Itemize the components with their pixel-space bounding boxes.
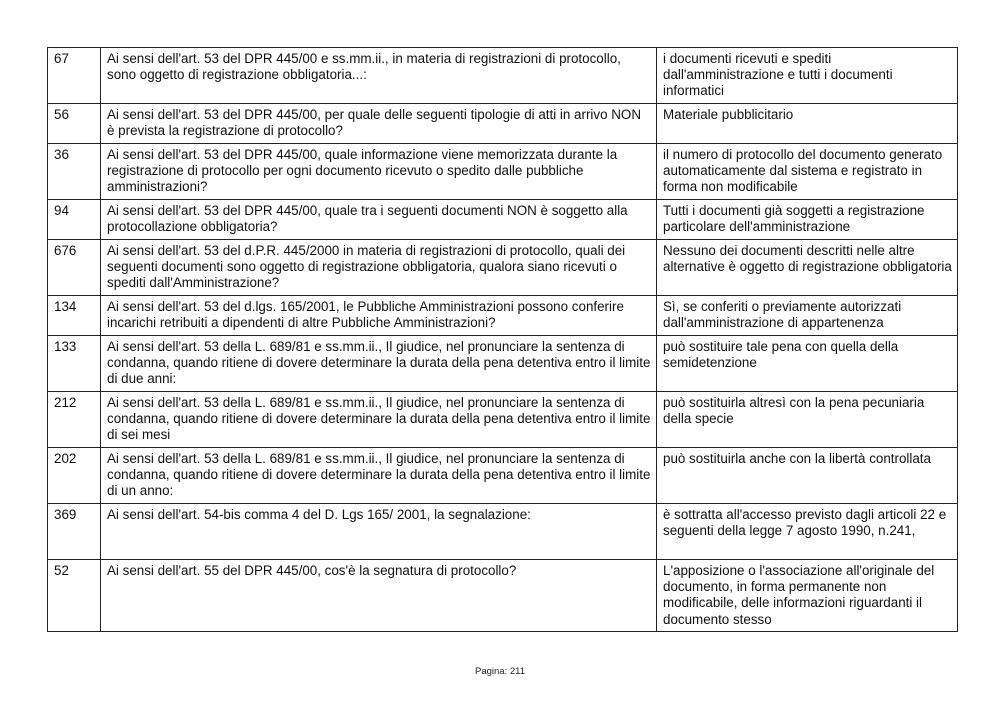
question-id-cell: 134 xyxy=(48,296,101,336)
answer-text-cell: è sottratta all'accesso previsto dagli articoli 22 e seguenti della legge 7 agosto 1990, n.241, xyxy=(657,504,958,560)
question-text-cell: Ai sensi dell'art. 53 del d.lgs. 165/2001, le Pubbliche Amministrazioni possono conferire incarichi retribuiti a dipendenti di altre Pubbliche Amministrazioni? xyxy=(101,296,657,336)
question-text-cell: Ai sensi dell'art. 53 della L. 689/81 e ss.mm.ii., Il giudice, nel pronunciare la sentenza di condanna, quando ritiene di dovere determinare la durata della pena detentiva entro il limite di due anni: xyxy=(101,336,657,392)
question-id-cell: 369 xyxy=(48,504,101,560)
answer-text-cell: i documenti ricevuti e spediti dall'amministrazione e tutti i documenti informatici xyxy=(657,48,958,104)
table-row xyxy=(48,240,958,296)
question-id-cell: 212 xyxy=(48,392,101,448)
question-text-cell: Ai sensi dell'art. 53 del d.P.R. 445/2000 in materia di registrazioni di protocollo, quali dei seguenti documenti sono oggetto di registrazione obbligatoria, qualora siano ricevuti o spediti dall'Amministrazione? xyxy=(101,240,657,296)
answer-text-cell: il numero di protocollo del documento generato automaticamente dal sistema e registrato in forma non modificabile xyxy=(657,144,958,200)
question-id-cell: 52 xyxy=(48,560,101,632)
answer-text-cell: può sostituire tale pena con quella della semidetenzione xyxy=(657,336,958,392)
question-text-cell: Ai sensi dell'art. 53 del DPR 445/00, quale tra i seguenti documenti NON è soggetto alla protocollazione obbligatoria? xyxy=(101,200,657,240)
question-answer-table xyxy=(47,47,958,632)
answer-text-cell: Materiale pubblicitario xyxy=(657,104,958,144)
table-row xyxy=(48,48,958,104)
answer-text-cell: Sì, se conferiti o previamente autorizzati dall'amministrazione di appartenenza xyxy=(657,296,958,336)
table-row xyxy=(48,200,958,240)
answer-text-cell: può sostituirla altresì con la pena pecuniaria della specie xyxy=(657,392,958,448)
question-text-cell: Ai sensi dell'art. 55 del DPR 445/00, cos'è la segnatura di protocollo? xyxy=(101,560,657,632)
answer-text-cell: può sostituirla anche con la libertà controllata xyxy=(657,448,958,504)
question-text-cell: Ai sensi dell'art. 53 del DPR 445/00 e ss.mm.ii., in materia di registrazioni di protocollo, sono oggetto di registrazione obbligatoria...: xyxy=(101,48,657,104)
table-row xyxy=(48,144,958,200)
question-id-cell: 676 xyxy=(48,240,101,296)
question-text-cell: Ai sensi dell'art. 53 del DPR 445/00, per quale delle seguenti tipologie di atti in arrivo NON è prevista la registrazione di protocollo? xyxy=(101,104,657,144)
question-text-cell: Ai sensi dell'art. 54-bis comma 4 del D. Lgs 165/ 2001, la segnalazione: xyxy=(101,504,657,560)
answer-text-cell: Nessuno dei documenti descritti nelle altre alternative è oggetto di registrazione obbligatoria xyxy=(657,240,958,296)
table-row xyxy=(48,448,958,504)
question-id-cell: 133 xyxy=(48,336,101,392)
question-id-cell: 67 xyxy=(48,48,101,104)
question-id-cell: 202 xyxy=(48,448,101,504)
answer-text-cell: Tutti i documenti già soggetti a registrazione particolare dell'amministrazione xyxy=(657,200,958,240)
table-row xyxy=(48,392,958,448)
page-number: Pagina: 211 xyxy=(474,666,525,677)
table-row xyxy=(48,296,958,336)
question-text-cell: Ai sensi dell'art. 53 della L. 689/81 e ss.mm.ii., Il giudice, nel pronunciare la sentenza di condanna, quando ritiene di dovere determinare la durata della pena detentiva entro il limite di sei mesi xyxy=(101,392,657,448)
question-id-cell: 94 xyxy=(48,200,101,240)
question-text-cell: Ai sensi dell'art. 53 della L. 689/81 e ss.mm.ii., Il giudice, nel pronunciare la sentenza di condanna, quando ritiene di dovere determinare la durata della pena detentiva entro il limite di un anno: xyxy=(101,448,657,504)
question-text-cell: Ai sensi dell'art. 53 del DPR 445/00, quale informazione viene memorizzata durante la registrazione di protocollo per ogni documento ricevuto o spedito dalle pubbliche amministrazioni? xyxy=(101,144,657,200)
table-row xyxy=(48,336,958,392)
table-row xyxy=(48,104,958,144)
table-row xyxy=(48,560,958,632)
question-id-cell: 36 xyxy=(48,144,101,200)
question-id-cell: 56 xyxy=(48,104,101,144)
table-row xyxy=(48,504,958,560)
answer-text-cell: L'apposizione o l'associazione all'originale del documento, in forma permanente non modificabile, delle informazioni riguardanti il documento stesso xyxy=(657,560,958,632)
